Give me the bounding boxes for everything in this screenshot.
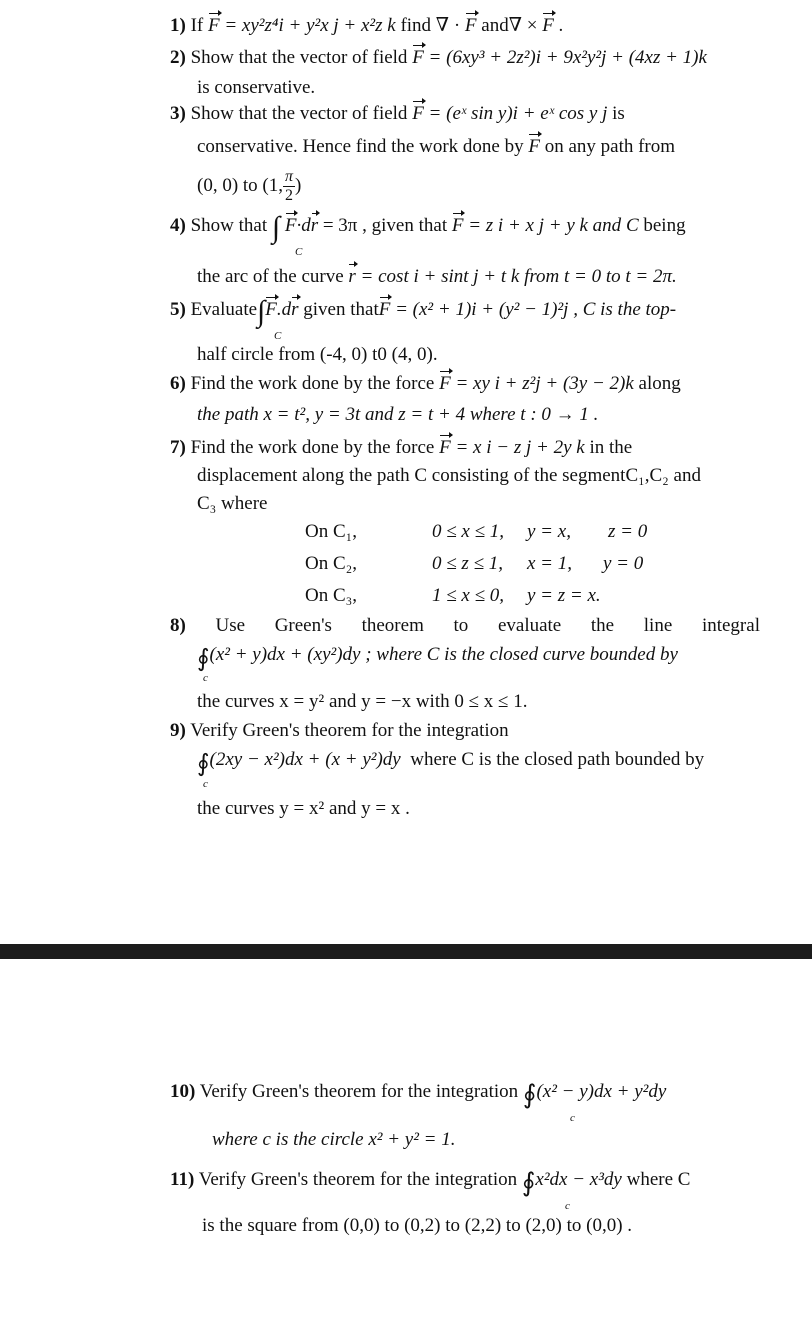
problem-3-line-3	[197, 168, 301, 205]
integral-subscript: c	[565, 1200, 570, 1212]
word: Use	[215, 615, 246, 636]
case-condition: x = 1,	[527, 553, 573, 574]
text: the arc of the curve	[197, 266, 344, 287]
text: in the	[589, 437, 633, 458]
text: along	[638, 373, 681, 394]
contour-integral-sign: ∮	[522, 1080, 537, 1109]
text: .	[558, 15, 564, 36]
problem-7-line-3: C₃ where	[197, 493, 268, 514]
vector-symbol: F	[542, 12, 554, 40]
problem-number: 6)	[170, 373, 186, 394]
problem-number: 10)	[170, 1081, 196, 1102]
vector-symbol: F	[452, 212, 464, 240]
case-label: On C₂,	[305, 553, 358, 574]
equation: = xy i + z²j + (3y − 2)k	[455, 373, 634, 394]
problem-11-line-2: is the square from (0,0) to (0,2) to (2,2) to (2,0) to (0,0) .	[202, 1215, 633, 1236]
case-row	[305, 550, 357, 578]
problem-number: 3)	[170, 103, 186, 124]
problem-7-line-2: displacement along the path C consisting of the segmentC₁,C₂ and	[197, 465, 701, 486]
vector-symbol: F	[528, 133, 540, 161]
case-range: 1 ≤ x ≤ 0,	[432, 585, 505, 606]
text: conservative. Hence find the work done by	[197, 136, 524, 157]
case-condition: z = 0	[608, 521, 648, 542]
integral-sign: ∫	[257, 295, 266, 328]
contour-integral-sign: ∮	[521, 1168, 536, 1197]
equation: = (eˣ sin y)i + eˣ cos y j	[428, 103, 608, 124]
vector-symbol: F	[412, 100, 424, 128]
vector-symbol: r	[348, 263, 355, 291]
problem-6-line-2: the path x = t², y = 3t and z = t + 4 where t : 0 → 1 .	[197, 404, 599, 425]
integral-subscript: c	[570, 1112, 575, 1124]
text: and∇ ×	[481, 15, 538, 36]
vector-symbol: F	[379, 296, 391, 324]
equation: = x i − z j + 2y k	[455, 437, 585, 458]
problem-3	[170, 100, 625, 128]
vector-symbol: F	[465, 12, 477, 40]
text: Verify Green's theorem for the integration	[199, 1081, 519, 1102]
integral-subscript: C	[295, 246, 303, 258]
vector-symbol: F	[412, 44, 424, 72]
text: C	[625, 215, 639, 236]
problem-4-line-2	[197, 263, 677, 291]
problem-6	[170, 370, 681, 398]
equation: = (6xy³ + 2z²)i + 9x²y²j + (4xz + 1)k	[428, 47, 707, 68]
text: ·d	[296, 215, 311, 236]
text: given that	[303, 299, 379, 320]
text: where C	[626, 1169, 691, 1190]
text: Evaluate	[190, 299, 258, 320]
vector-symbol: F	[285, 212, 297, 240]
text: (0, 0) to (1,	[197, 174, 284, 196]
text: = 3π , given that	[322, 215, 448, 236]
problem-9-line-2	[197, 746, 704, 778]
problem-number: 11)	[170, 1169, 195, 1190]
text: Show that	[190, 215, 268, 236]
problem-8-line-3: the curves x = y² and y = −x with 0 ≤ x ≤ 1.	[197, 691, 528, 712]
text: where C is the closed path bounded by	[410, 749, 705, 770]
equation: x²dx − x³dy	[535, 1169, 622, 1190]
word: the	[590, 615, 615, 636]
vector-symbol: F	[265, 296, 277, 324]
problem-8	[170, 612, 760, 640]
equation: (x² − y)dx + y²dy	[536, 1081, 667, 1102]
word: theorem	[361, 615, 424, 636]
problem-10-line-2: where c is the circle x² + y² = 1.	[212, 1129, 456, 1150]
equation: = cost i + sint j + t k from t = 0 to t = 2π.	[360, 266, 677, 287]
problem-number: 8)	[170, 615, 186, 636]
text: find ∇ ·	[400, 15, 461, 36]
case-label: On C₁,	[305, 521, 358, 542]
integral-subscript: C	[274, 330, 282, 342]
fraction-pi-over-2	[283, 168, 295, 205]
equation: (2xy − x²)dx + (x + y²)dy	[209, 749, 401, 770]
equation: = z i + x j + y k and	[468, 215, 622, 236]
word: Green's	[274, 615, 332, 636]
equation: = (x² + 1)i + (y² − 1)²j , C is the top-	[395, 299, 677, 320]
problem-3-line-2	[197, 133, 675, 161]
problem-5	[170, 296, 676, 326]
integral-subscript: c	[203, 672, 208, 684]
vector-symbol: F	[439, 370, 451, 398]
numerator: π	[285, 168, 294, 185]
problem-2	[170, 44, 707, 72]
vector-symbol: F	[208, 12, 220, 40]
word: integral	[701, 615, 760, 636]
case-range: 0 ≤ x ≤ 1,	[432, 521, 505, 542]
problem-number: 4)	[170, 215, 186, 236]
text: Find the work done by the force	[190, 437, 435, 458]
problem-number: 9)	[170, 720, 186, 741]
denominator: 2	[285, 187, 294, 204]
problem-5-line-2: half circle from (-4, 0) t0 (4, 0).	[197, 344, 438, 365]
case-condition: y = z = x.	[527, 585, 601, 606]
case-condition: y = x,	[527, 521, 571, 542]
text: Show that the vector of field	[190, 47, 408, 68]
problem-9-line-3: the curves y = x² and y = x .	[197, 798, 410, 819]
vector-symbol: r	[311, 212, 318, 240]
problem-number: 1)	[170, 15, 186, 36]
problem-8-line-2	[197, 641, 678, 673]
problem-7	[170, 434, 632, 462]
problem-number: 7)	[170, 437, 186, 458]
text: on any path from	[544, 136, 676, 157]
case-label: On C₃,	[305, 585, 358, 606]
problem-1	[170, 12, 563, 40]
equation: = xy²z⁴i + y²x j + x²z k	[224, 15, 396, 36]
vector-symbol: F	[439, 434, 451, 462]
integral-sign: ∫	[271, 211, 281, 244]
text: Show that the vector of field	[190, 103, 408, 124]
word: evaluate	[497, 615, 562, 636]
text: )	[295, 174, 302, 196]
text: .d	[276, 299, 292, 320]
vector-symbol: r	[291, 296, 298, 324]
contour-integral-sign: ∮	[197, 751, 210, 777]
word: to	[453, 615, 469, 636]
contour-integral-sign: ∮	[197, 646, 210, 672]
case-row	[305, 582, 357, 610]
case-range: 0 ≤ z ≤ 1,	[432, 553, 503, 574]
text: Verify Green's theorem for the integration	[198, 1169, 518, 1190]
problem-11	[170, 1166, 690, 1197]
case-row	[305, 518, 357, 546]
problem-number: 5)	[170, 299, 186, 320]
problem-2-line-2: is conservative.	[197, 77, 316, 98]
problem-9	[170, 717, 509, 745]
page-divider	[0, 944, 812, 959]
text: Find the work done by the force	[190, 373, 435, 394]
text: If	[190, 15, 204, 36]
equation: (x² + y)dx + (xy²)dy ; where C is the closed curve bounded by	[209, 644, 678, 665]
text: Verify Green's theorem for the integration	[190, 720, 509, 741]
integral-subscript: c	[203, 778, 208, 790]
problem-4	[170, 212, 686, 242]
case-condition: y = 0	[603, 553, 644, 574]
text: being	[643, 215, 686, 236]
text: is	[612, 103, 625, 124]
problem-number: 2)	[170, 47, 186, 68]
problem-10	[170, 1078, 666, 1109]
word: line	[643, 615, 673, 636]
